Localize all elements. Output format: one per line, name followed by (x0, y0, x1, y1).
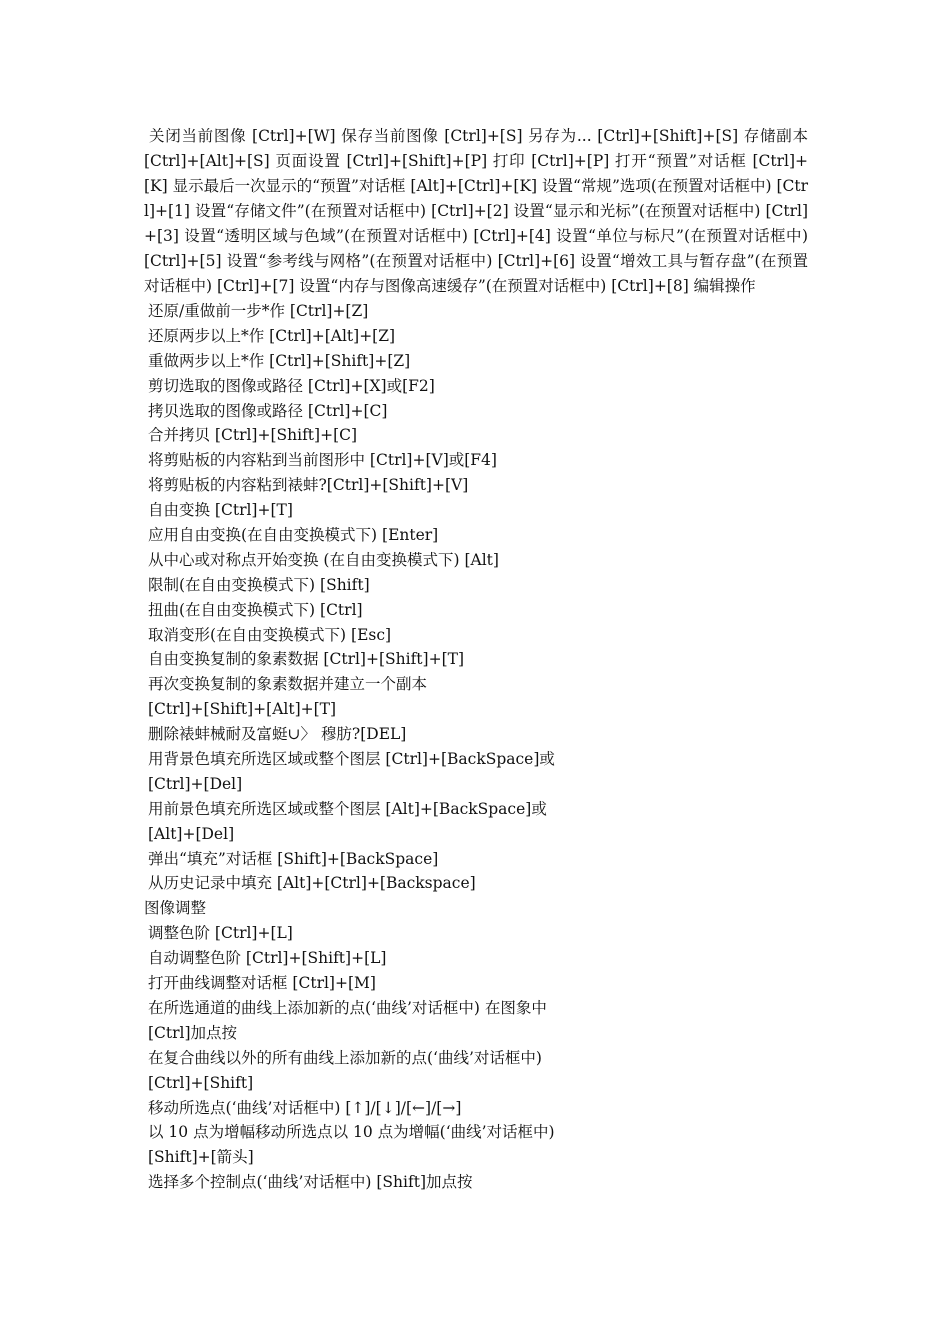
shortcut-line: [Ctrl]加点按 (148, 1023, 238, 1042)
shortcut-line: 用前景色填充所选区域或整个图层 [Alt]+[BackSpace]或 (148, 799, 547, 818)
shortcut-line: 打开曲线调整对话框 [Ctrl]+[M] (148, 974, 376, 993)
shortcut-line: 合并拷贝 [Ctrl]+[Shift]+[C] (148, 426, 358, 445)
shortcut-line: 删除裱蚌械耐及富蜓∪〉 穆肪?[DEL] (148, 725, 407, 744)
shortcut-line: 应用自由变换(在自由变换模式下) [Enter] (148, 526, 439, 545)
shortcut-line: 将剪贴板的内容粘到裱蚌?[Ctrl]+[Shift]+[V] (148, 476, 469, 495)
shortcut-line: [Alt]+[Del] (148, 824, 235, 843)
shortcut-line: 剪切选取的图像或路径 [Ctrl]+[X]或[F2] (148, 376, 435, 395)
shortcut-line: [Ctrl]+[Del] (148, 774, 243, 793)
document-body (144, 124, 808, 1195)
shortcut-line: 选择多个控制点(‘曲线’对话框中) [Shift]加点按 (148, 1173, 473, 1192)
section-heading-image-adjust: 图像调整 (144, 899, 207, 918)
shortcut-line: 自动调整色阶 [Ctrl]+[Shift]+[L] (148, 949, 387, 968)
shortcut-line: [Ctrl]+[Shift]+[Alt]+[T] (148, 700, 337, 719)
shortcut-line: 在复合曲线以外的所有曲线上添加新的点(‘曲线’对话框中) (148, 1048, 542, 1067)
shortcut-line: [Shift]+[箭头] (148, 1148, 254, 1167)
shortcut-line: 自由变换复制的象素数据 [Ctrl]+[Shift]+[T] (148, 650, 465, 669)
shortcut-line: [Ctrl]+[Shift] (148, 1073, 254, 1092)
shortcut-list (144, 299, 808, 1195)
shortcut-line: 拷贝选取的图像或路径 [Ctrl]+[C] (148, 401, 388, 420)
shortcut-line: 从中心或对称点开始变换 (在自由变换模式下) [Alt] (148, 550, 499, 569)
shortcut-line: 还原/重做前一步*作 [Ctrl]+[Z] (148, 302, 369, 320)
shortcut-line: 自由变换 [Ctrl]+[T] (148, 501, 293, 520)
shortcut-line: 用背景色填充所选区域或整个图层 [Ctrl]+[BackSpace]或 (148, 750, 555, 769)
shortcut-line: 以 10 点为增幅移动所选点以 10 点为增幅(‘曲线’对话框中) (148, 1123, 555, 1142)
shortcut-line: 还原两步以上*作 [Ctrl]+[Alt]+[Z] (148, 326, 396, 345)
intro-paragraph: 关闭当前图像 [Ctrl]+[W] 保存当前图像 [Ctrl]+[S] 另存为... [Ctrl]+[Shift]+[S] 存储副本 [Ctrl]+[Alt]+[S] 页面设置 [Ctrl]+[Shift]+[P] 打印 [Ctrl]+[P] 打开“预置”对话框 [Ctrl]+[K] 显示最后一次显示的“预置”对话框 [Alt]+[Ctrl]+[K] 设置“常规”选项(在预置对话框中) [Ctrl]+[1] 设置“存储文件”(在预置对话框中) [Ctrl]+[2] 设置“显示和光标”(在预置对话框中) [Ctrl]+[3] 设置“透明区域与色域”(在预置对话框中) [Ctrl]+[4] 设置“单位与标尺”(在预置对话框中) [Ctrl]+[5] 设置“参考线与网格”(在预置对话框中) [Ctrl]+[6] 设置“增效工具与暂存盘”(在预置对话框中) [Ctrl]+[7] 设置“内存与图像高速缓存”(在预置对话框中) [Ctrl]+[8] 编辑操作 (144, 127, 808, 295)
shortcut-line: 在所选通道的曲线上添加新的点(‘曲线’对话框中) 在图象中 (148, 998, 547, 1017)
shortcut-line: 取消变形(在自由变换模式下) [Esc] (148, 625, 392, 644)
shortcut-line: 重做两步以上*作 [Ctrl]+[Shift]+[Z] (148, 351, 411, 370)
shortcut-line: 调整色阶 [Ctrl]+[L] (148, 924, 293, 943)
shortcut-line: 将剪贴板的内容粘到当前图形中 [Ctrl]+[V]或[F4] (148, 451, 497, 470)
shortcut-line: 移动所选点(‘曲线’对话框中) [↑]/[↓]/[←]/[→] (148, 1098, 462, 1117)
shortcut-line: 扭曲(在自由变换模式下) [Ctrl] (148, 600, 363, 619)
shortcut-line: 再次变换复制的象素数据并建立一个副本 (148, 675, 428, 694)
shortcut-line: 弹出“填充”对话框 [Shift]+[BackSpace] (148, 849, 439, 868)
shortcut-line: 从历史记录中填充 [Alt]+[Ctrl]+[Backspace] (148, 874, 476, 893)
shortcut-line: 限制(在自由变换模式下) [Shift] (148, 575, 370, 594)
